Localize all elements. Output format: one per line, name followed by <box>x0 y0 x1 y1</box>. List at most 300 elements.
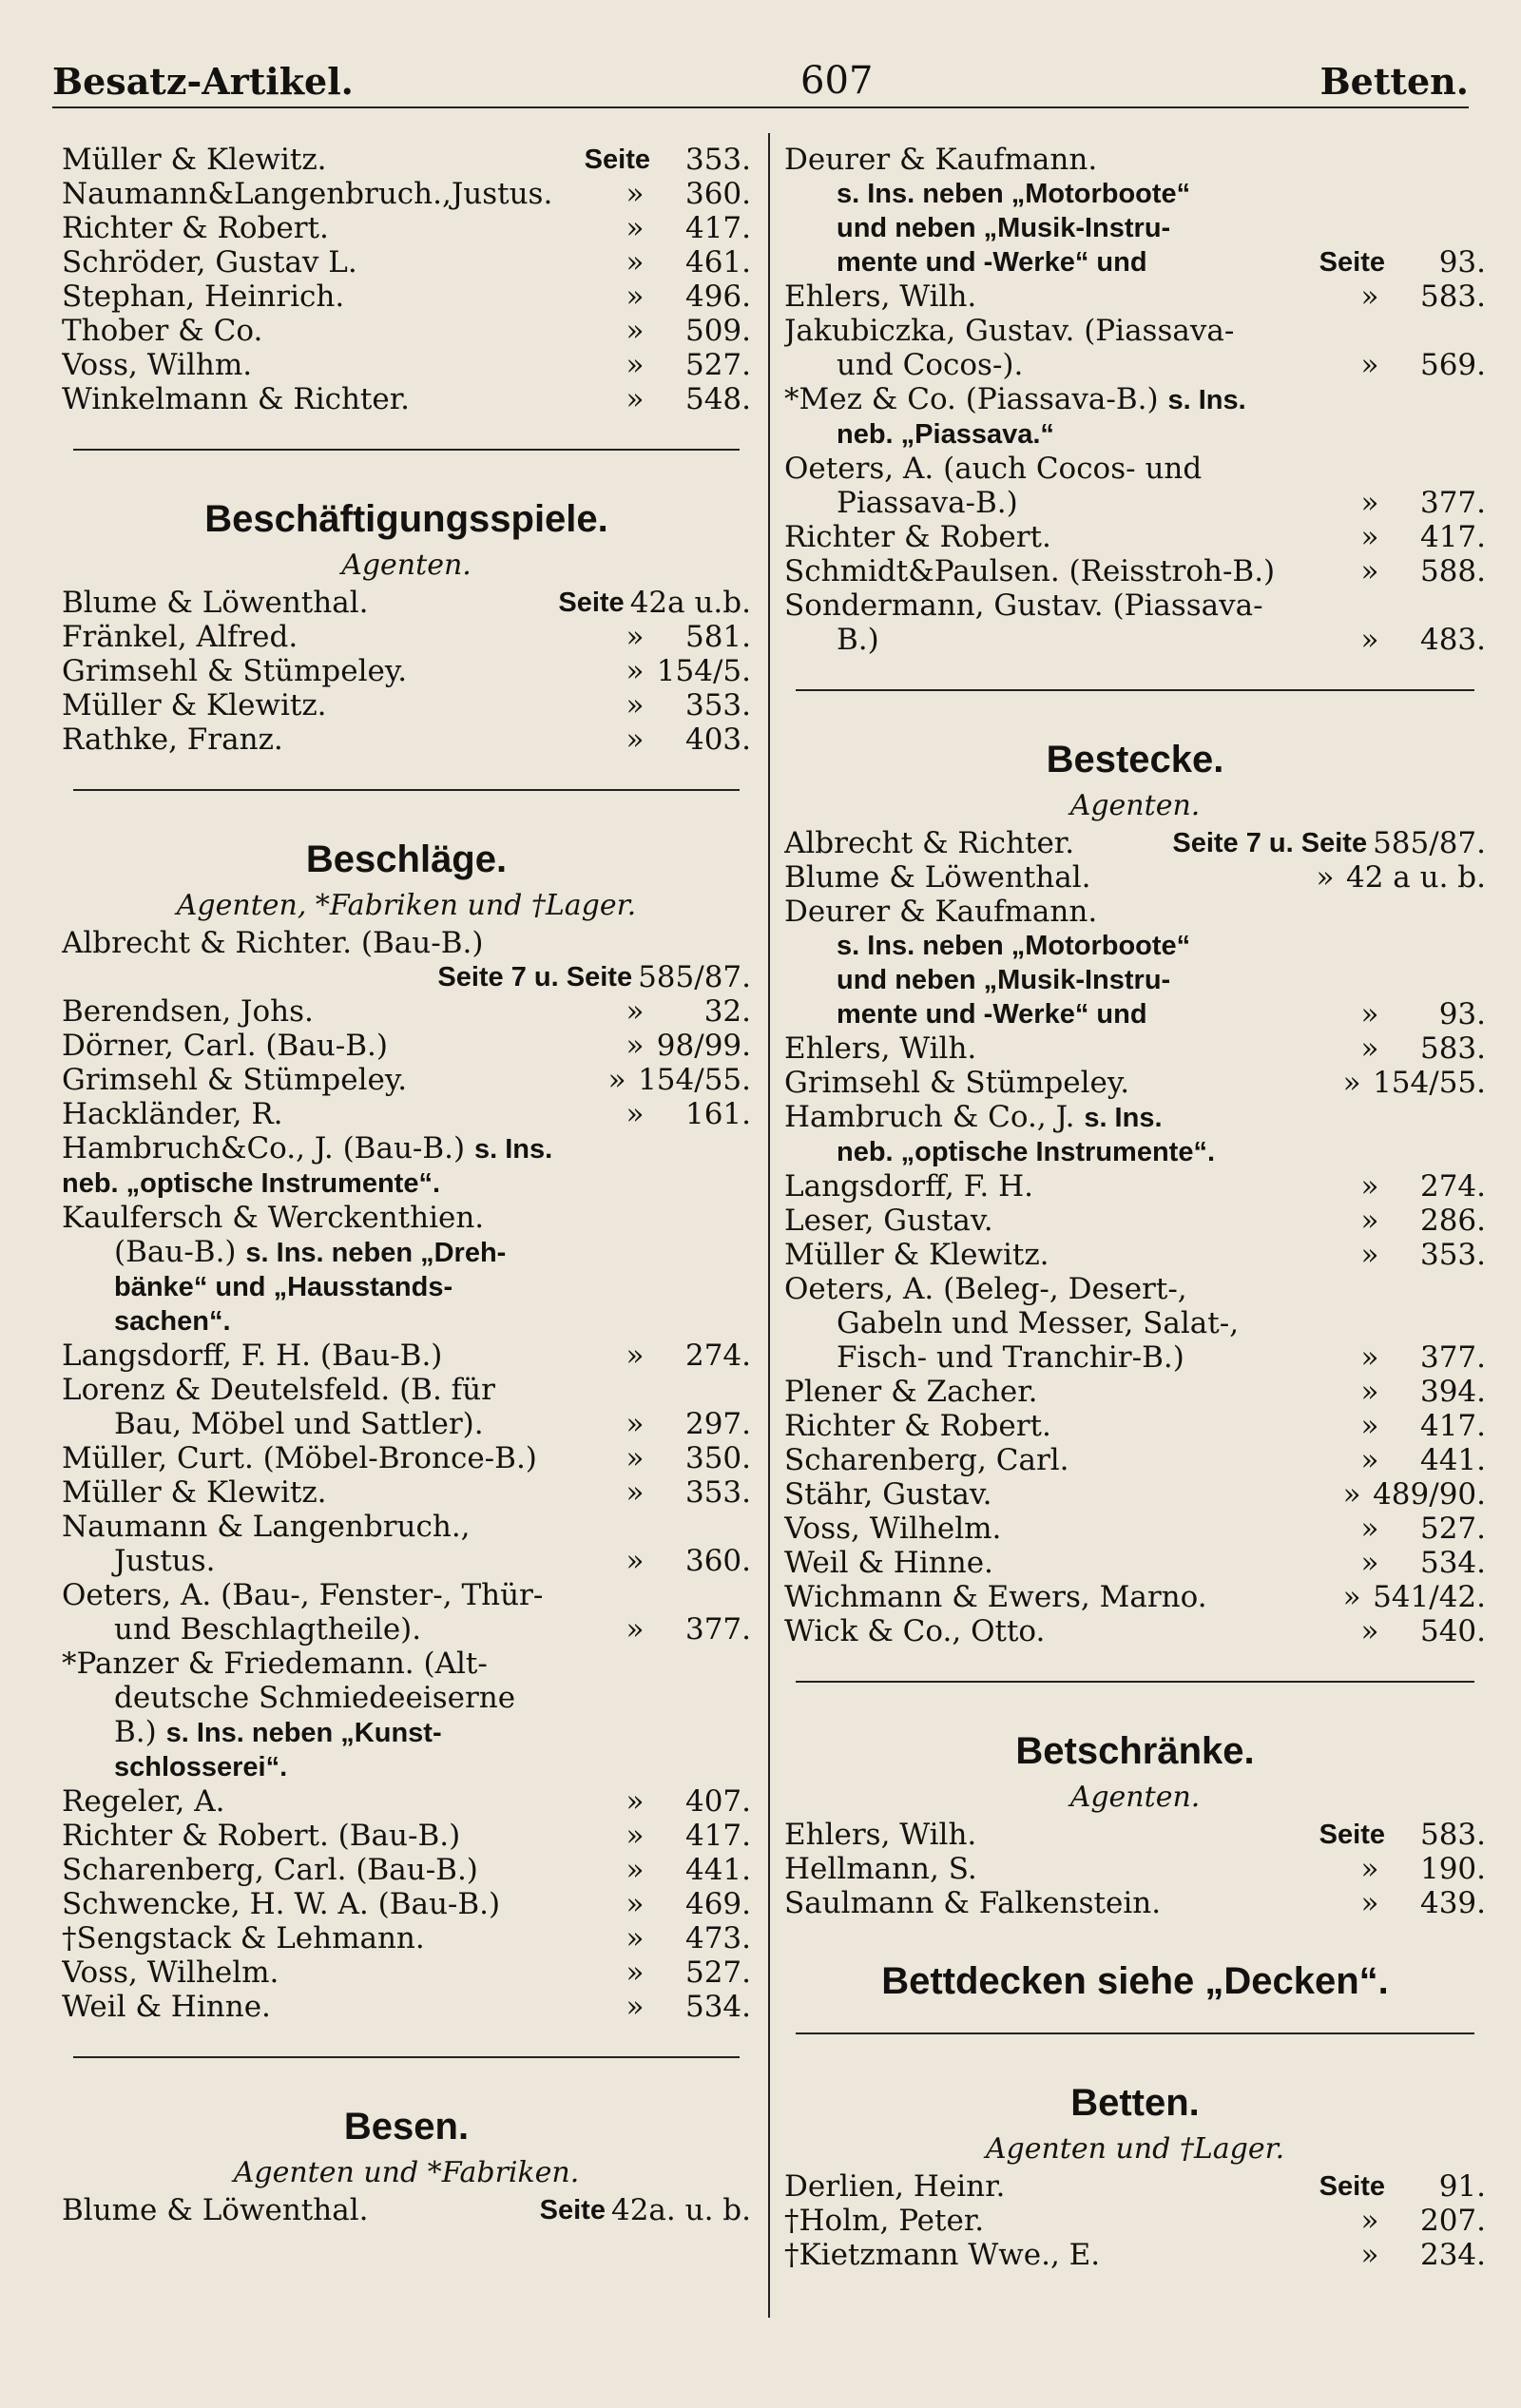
page-ref: 161. <box>684 1097 751 1131</box>
ditto-mark: » <box>626 1407 645 1441</box>
entry-name: Grimsehl & Stümpeley. <box>62 1063 408 1097</box>
list-item <box>784 623 1486 657</box>
section-subtitle: Agenten und *Fabriken. <box>233 2156 580 2189</box>
ditto-mark: » <box>607 1063 626 1097</box>
ditto-mark: » <box>626 1097 645 1131</box>
page-ref: 417. <box>1419 1409 1486 1443</box>
list-item <box>784 1546 1486 1580</box>
seite-label: Seite <box>558 588 625 618</box>
list-item <box>784 1886 1486 1920</box>
page-ref: 403. <box>684 722 751 757</box>
section-list <box>62 994 751 1131</box>
entry-name: Richter & Robert. <box>62 211 329 245</box>
list-item <box>62 1955 751 1990</box>
list-item <box>784 2204 1486 2238</box>
ditto-mark: » <box>1360 348 1379 382</box>
seite-label: Seite <box>584 144 650 175</box>
page-ref: 496. <box>684 279 751 314</box>
page-ref: 540. <box>1419 1614 1486 1648</box>
page-ref: 417. <box>684 1819 751 1853</box>
page-ref: 569. <box>1419 348 1486 382</box>
list-item <box>784 997 1486 1031</box>
inserate-note: s. Ins. <box>1084 1103 1163 1133</box>
entry-name: Hambruch&Co., J. (Bau-B.) <box>62 1131 466 1165</box>
ditto-mark: » <box>1360 2238 1379 2272</box>
entry-name: Derlien, Heinr. <box>784 2169 1006 2204</box>
ditto-mark: » <box>626 1544 645 1578</box>
list-item <box>784 1169 1486 1204</box>
list-item <box>62 1578 751 1612</box>
list-item <box>62 1441 751 1475</box>
list-item <box>62 1475 751 1510</box>
list-item <box>62 245 751 279</box>
page-ref: 441. <box>684 1853 751 1887</box>
entry-name: †Sengstack & Lehmann. <box>62 1921 425 1955</box>
ditto-mark: » <box>1360 554 1379 588</box>
entry-name: Naumann & Langenbruch., <box>62 1510 471 1544</box>
page-ref: 583. <box>1419 279 1486 314</box>
page-ref: 469. <box>684 1887 751 1921</box>
list-item <box>62 1612 751 1647</box>
ditto-mark: » <box>626 1921 645 1955</box>
header-right: Betten. <box>1319 60 1469 103</box>
entry-name: Saulmann & Falkenstein. <box>784 1886 1162 1920</box>
entry-detail: Gabeln und Messer, Salat-, <box>837 1306 1240 1340</box>
list-item <box>62 1097 751 1131</box>
ditto-mark: » <box>1360 1340 1379 1375</box>
inserate-note: s. Ins. neben „Motorboote“ <box>837 179 1191 209</box>
page-ref: 274. <box>1419 1169 1486 1204</box>
seite-label: Seite <box>1319 2171 1385 2202</box>
ditto-mark: » <box>1360 1238 1379 1272</box>
page-ref: 527. <box>684 1955 751 1990</box>
section-title: Beschläge. <box>305 838 508 880</box>
page-ref: 489/90. <box>1373 1477 1486 1512</box>
ditto-mark: » <box>626 1475 645 1510</box>
list-item <box>784 1818 1486 1852</box>
section-list <box>784 1169 1486 1272</box>
entry-detail: und Beschlagtheile). <box>114 1612 422 1647</box>
entry-name: Müller & Klewitz. <box>62 688 327 722</box>
entry-name: Deurer & Kaufmann. <box>784 895 1098 929</box>
page-header <box>52 46 1469 108</box>
list-item <box>62 1647 751 1681</box>
list-item <box>784 588 1486 623</box>
entry-detail: B.) <box>114 1715 157 1749</box>
ditto-mark: » <box>1360 1031 1379 1066</box>
section-list <box>62 1784 751 2024</box>
inserate-note: s. Ins. neben „Dreh- <box>245 1238 507 1268</box>
section-subtitle: Agenten. <box>1069 1781 1201 1814</box>
entry-name: Wichmann & Ewers, Marno. <box>784 1580 1207 1614</box>
section-title: Bettdecken siehe „Decken“. <box>881 1960 1389 2002</box>
page-ref: 527. <box>684 348 751 382</box>
inserate-note: s. Ins. neben „Kunst- <box>165 1718 442 1748</box>
list-item <box>784 382 1486 417</box>
ditto-mark: » <box>626 211 645 245</box>
section-title: Bestecke. <box>1046 739 1224 780</box>
ditto-mark: » <box>626 1819 645 1853</box>
ditto-mark: » <box>1342 1580 1361 1614</box>
page-ref: 509. <box>684 314 751 348</box>
page-ref: 585/87. <box>1373 826 1486 860</box>
ditto-mark: » <box>1360 623 1379 657</box>
section-list <box>784 279 1486 382</box>
page-ref: 360. <box>684 1544 751 1578</box>
ditto-mark: » <box>626 994 645 1029</box>
entry-name: Grimsehl & Stümpeley. <box>62 654 408 688</box>
entry-name: Rathke, Franz. <box>62 722 283 757</box>
entry-name: Dörner, Carl. (Bau-B.) <box>62 1029 388 1063</box>
list-item <box>784 963 1486 997</box>
entry-detail: deutsche Schmiedeeiserne <box>114 1681 516 1715</box>
entry-name: Fränkel, Alfred. <box>62 620 298 654</box>
entry-name: Winkelmann & Richter. <box>62 382 411 416</box>
list-item <box>62 722 751 757</box>
section-subtitle: Agenten und †Lager. <box>985 2132 1285 2166</box>
inserate-note: neb. „optische Instrumente“. <box>62 1168 440 1199</box>
list-item <box>784 211 1486 245</box>
page-ref: 360. <box>684 177 751 211</box>
entry-name: Hackländer, R. <box>62 1097 283 1131</box>
list-item <box>62 382 751 416</box>
ditto-mark: » <box>1342 1477 1361 1512</box>
ditto-mark: » <box>1360 279 1379 314</box>
list-item <box>784 1135 1486 1169</box>
ditto-mark: » <box>1360 997 1379 1031</box>
page-ref: 581. <box>684 620 751 654</box>
entry-name: Richter & Robert. <box>784 1409 1051 1443</box>
list-item <box>784 1066 1486 1100</box>
list-item <box>784 1306 1486 1340</box>
entry-name: Voss, Wilhelm. <box>62 1955 279 1990</box>
entry-name: Schwencke, H. W. A. (Bau-B.) <box>62 1887 501 1921</box>
list-item <box>62 1921 751 1955</box>
list-item <box>62 1681 751 1715</box>
page-ref: 377. <box>1419 1340 1486 1375</box>
page-ref: 461. <box>684 245 751 279</box>
page-ref: 541/42. <box>1373 1580 1486 1614</box>
ditto-mark: » <box>1316 860 1335 895</box>
list-item <box>784 895 1486 929</box>
list-item <box>62 1304 751 1339</box>
list-item <box>62 1029 751 1063</box>
page-ref: 154/5. <box>656 654 751 688</box>
entry-name: Blume & Löwenthal. <box>62 2193 369 2227</box>
page-ref: 483. <box>1419 623 1486 657</box>
ditto-mark: » <box>1360 1512 1379 1546</box>
section-rule <box>796 689 1474 691</box>
entry-name: Regeler, A. <box>62 1784 225 1819</box>
list-item <box>784 2169 1486 2204</box>
entry-name: Berendsen, Johs. <box>62 994 314 1029</box>
section-subtitle: Agenten. <box>1069 789 1201 822</box>
list-item <box>784 1512 1486 1546</box>
entry-name: Scharenberg, Carl. <box>784 1443 1069 1477</box>
list-item <box>62 960 751 994</box>
entry-name: Ehlers, Wilh. <box>784 1818 977 1852</box>
entry-name: Ehlers, Wilh. <box>784 1031 977 1066</box>
entry-detail: (Bau-B.) <box>114 1235 237 1269</box>
list-item <box>62 994 751 1029</box>
section-subtitle: Agenten, *Fabriken und †Lager. <box>176 889 637 922</box>
list-item <box>62 1131 751 1166</box>
ditto-mark: » <box>1360 1443 1379 1477</box>
list-item <box>62 314 751 348</box>
page-ref: 42a u.b. <box>629 586 751 620</box>
section-rule <box>796 1681 1474 1683</box>
ditto-mark: » <box>626 1612 645 1647</box>
entry-name: Grimsehl & Stümpeley. <box>784 1066 1130 1100</box>
inserate-note: schlosserei“. <box>114 1752 288 1782</box>
list-item <box>784 520 1486 554</box>
entry-name: Leser, Gustav. <box>784 1204 993 1238</box>
page-ref: 377. <box>684 1612 751 1647</box>
list-item <box>784 452 1486 486</box>
entry-name: Langsdorff, F. H. (Bau-B.) <box>62 1339 443 1373</box>
list-item <box>784 1238 1486 1272</box>
list-item <box>62 1063 751 1097</box>
inserate-note: neb. „optische Instrumente“. <box>837 1137 1215 1167</box>
list-item <box>784 1477 1486 1512</box>
list-item <box>62 620 751 654</box>
ditto-mark: » <box>1360 1614 1379 1648</box>
entry-name: *Mez & Co. (Piassava-B.) <box>784 382 1159 416</box>
entry-name: Deurer & Kaufmann. <box>784 143 1098 177</box>
list-item <box>784 1409 1486 1443</box>
page-ref: 583. <box>1419 1818 1486 1852</box>
ditto-mark: » <box>1360 1169 1379 1204</box>
page-ref: 207. <box>1419 2204 1486 2238</box>
entry-name: Blume & Löwenthal. <box>784 860 1091 895</box>
page-ref: 234. <box>1419 2238 1486 2272</box>
section-list <box>62 1339 751 1647</box>
page-ref: 154/55. <box>1373 1066 1486 1100</box>
list-item <box>784 486 1486 520</box>
seite-label: Seite 7 u. Seite <box>1172 828 1368 858</box>
list-item <box>62 2193 751 2227</box>
ditto-mark: » <box>1360 1852 1379 1886</box>
page-ref: 417. <box>684 211 751 245</box>
entry-name: Hellmann, S. <box>784 1852 977 1886</box>
list-item <box>62 1235 751 1270</box>
page-number: 607 <box>800 59 874 103</box>
list-item <box>62 1339 751 1373</box>
page-ref: 286. <box>1419 1204 1486 1238</box>
entry-name: Lorenz & Deutelsfeld. (B. für <box>62 1373 495 1407</box>
page-ref: 407. <box>684 1784 751 1819</box>
list-item <box>784 279 1486 314</box>
entry-name: Oeters, A. (Beleg-, Desert-, <box>784 1272 1187 1306</box>
list-item <box>784 1031 1486 1066</box>
list-item <box>62 1750 751 1784</box>
section-subtitle: Agenten. <box>341 549 472 582</box>
page-ref: 527. <box>1419 1512 1486 1546</box>
list-item <box>784 2238 1486 2272</box>
ditto-mark: » <box>1360 486 1379 520</box>
entry-name: Blume & Löwenthal. <box>62 586 369 620</box>
section-list <box>784 2169 1486 2272</box>
entry-name: Sondermann, Gustav. (Piassava- <box>784 588 1263 623</box>
page-ref: 93. <box>1438 245 1486 279</box>
page-ref: 583. <box>1419 1031 1486 1066</box>
section-rule <box>73 449 740 451</box>
entry-name: Weil & Hinne. <box>784 1546 993 1580</box>
entry-name: *Panzer & Friedemann. (Alt- <box>62 1647 488 1681</box>
list-item <box>784 1580 1486 1614</box>
entry-name: Voss, Wilhm. <box>62 348 253 382</box>
inserate-note: mente und -Werke“ und <box>837 999 1147 1030</box>
list-item <box>62 279 751 314</box>
entry-detail: B.) <box>837 623 879 657</box>
section-list <box>62 586 751 757</box>
section-title: Besen. <box>343 2106 470 2148</box>
entry-name: Weil & Hinne. <box>62 1990 271 2024</box>
ditto-mark: » <box>626 245 645 279</box>
page-ref: 377. <box>1419 486 1486 520</box>
ditto-mark: » <box>626 279 645 314</box>
list-item <box>62 177 751 211</box>
inserate-note: und neben „Musik-Instru- <box>837 213 1171 243</box>
entry-detail: Bau, Möbel und Sattler). <box>114 1407 484 1441</box>
entry-detail: Justus. <box>114 1544 216 1578</box>
inserate-note: und neben „Musik-Instru- <box>837 965 1171 995</box>
entry-name: Stephan, Heinrich. <box>62 279 345 314</box>
page-ref: 439. <box>1419 1886 1486 1920</box>
seite-label: Seite 7 u. Seite <box>437 962 633 992</box>
page-ref: 154/55. <box>638 1063 751 1097</box>
entry-name: Kaulfersch & Werckenthien. <box>62 1201 485 1235</box>
page-ref: 394. <box>1419 1375 1486 1409</box>
list-item <box>784 826 1486 860</box>
inserate-note: s. Ins. <box>473 1134 553 1165</box>
ditto-mark: » <box>626 654 645 688</box>
page-ref: 441. <box>1419 1443 1486 1477</box>
list-item <box>784 1852 1486 1886</box>
inserate-note: sachen“. <box>114 1306 231 1337</box>
section-list <box>784 1031 1486 1100</box>
list-item <box>784 1614 1486 1648</box>
ditto-mark: » <box>626 1887 645 1921</box>
page-ref: 93. <box>1438 997 1486 1031</box>
list-item <box>62 1715 751 1750</box>
list-item <box>62 1407 751 1441</box>
ditto-mark: » <box>1342 1066 1361 1100</box>
list-item <box>784 177 1486 211</box>
page-ref: 32. <box>703 994 751 1029</box>
page-ref: 353. <box>1419 1238 1486 1272</box>
page-ref: 353. <box>684 143 751 177</box>
page-ref: 42 a u. b. <box>1345 860 1486 895</box>
header-left: Besatz-Artikel. <box>52 60 354 103</box>
entry-name: Wick & Co., Otto. <box>784 1614 1046 1648</box>
entry-name: †Holm, Peter. <box>784 2204 985 2238</box>
left-column <box>62 143 751 2227</box>
section-title: Beschäftigungsspiele. <box>204 498 608 540</box>
section-list <box>784 1818 1486 1920</box>
list-item <box>62 1990 751 2024</box>
list-item <box>62 1544 751 1578</box>
list-item <box>62 1887 751 1921</box>
ditto-mark: » <box>626 1029 645 1063</box>
list-item <box>784 554 1486 588</box>
ditto-mark: » <box>626 1784 645 1819</box>
ditto-mark: » <box>626 382 645 416</box>
list-item <box>62 1270 751 1304</box>
page-ref: 548. <box>684 382 751 416</box>
ditto-mark: » <box>626 1339 645 1373</box>
entry-name: Stähr, Gustav. <box>784 1477 992 1512</box>
ditto-mark: » <box>626 722 645 757</box>
ditto-mark: » <box>626 688 645 722</box>
ditto-mark: » <box>626 1990 645 2024</box>
list-item <box>62 211 751 245</box>
page-ref: 534. <box>684 1990 751 2024</box>
ditto-mark: » <box>626 620 645 654</box>
section-rule <box>73 789 740 791</box>
section-title: Betschränke. <box>1015 1730 1255 1772</box>
ditto-mark: » <box>626 1441 645 1475</box>
list-item <box>62 1819 751 1853</box>
list-item <box>62 926 751 960</box>
ditto-mark: » <box>626 177 645 211</box>
list-item <box>62 688 751 722</box>
page-ref: 588. <box>1419 554 1486 588</box>
ditto-mark: » <box>1360 1546 1379 1580</box>
seite-label: Seite <box>1319 247 1385 278</box>
section-title: Betten. <box>1070 2082 1200 2124</box>
page-ref: 353. <box>684 688 751 722</box>
entry-name: †Kietzmann Wwe., E. <box>784 2238 1101 2272</box>
page-ref: 42a. u. b. <box>610 2193 751 2227</box>
list-item <box>784 1443 1486 1477</box>
entry-name: Albrecht & Richter. (Bau-B.) <box>62 926 484 960</box>
list-item <box>784 417 1486 452</box>
entry-name: Müller & Klewitz. <box>62 1475 327 1510</box>
inserate-note: mente und -Werke“ und <box>837 247 1147 278</box>
list-item <box>784 1272 1486 1306</box>
ditto-mark: » <box>1360 1886 1379 1920</box>
list-item <box>784 245 1486 279</box>
column-divider <box>768 133 770 2318</box>
section-list <box>784 860 1486 895</box>
ditto-mark: » <box>1360 1409 1379 1443</box>
list-item <box>784 1375 1486 1409</box>
list-item <box>62 348 751 382</box>
entry-name: Müller, Curt. (Möbel-Bronce-B.) <box>62 1441 537 1475</box>
entry-name: Plener & Zacher. <box>784 1375 1038 1409</box>
entry-detail: Fisch- und Tranchir-B.) <box>837 1340 1184 1375</box>
section-list <box>784 1375 1486 1648</box>
list-item <box>784 1340 1486 1375</box>
entry-name: Naumann&Langenbruch.,Justus. <box>62 177 553 211</box>
ditto-mark: » <box>1360 1204 1379 1238</box>
list-item <box>62 654 751 688</box>
entry-name: Schröder, Gustav L. <box>62 245 357 279</box>
list-item <box>62 1784 751 1819</box>
page-ref: 585/87. <box>638 960 751 994</box>
right-column <box>784 143 1486 2272</box>
list-item <box>62 1853 751 1887</box>
page-ref: 190. <box>1419 1852 1486 1886</box>
section-list <box>784 452 1486 657</box>
ditto-mark: » <box>626 1853 645 1887</box>
ditto-mark: » <box>1360 520 1379 554</box>
entry-name: Schmidt&Paulsen. (Reisstroh-B.) <box>784 554 1276 588</box>
page-ref: 350. <box>684 1441 751 1475</box>
list-item <box>784 348 1486 382</box>
list-item <box>784 314 1486 348</box>
